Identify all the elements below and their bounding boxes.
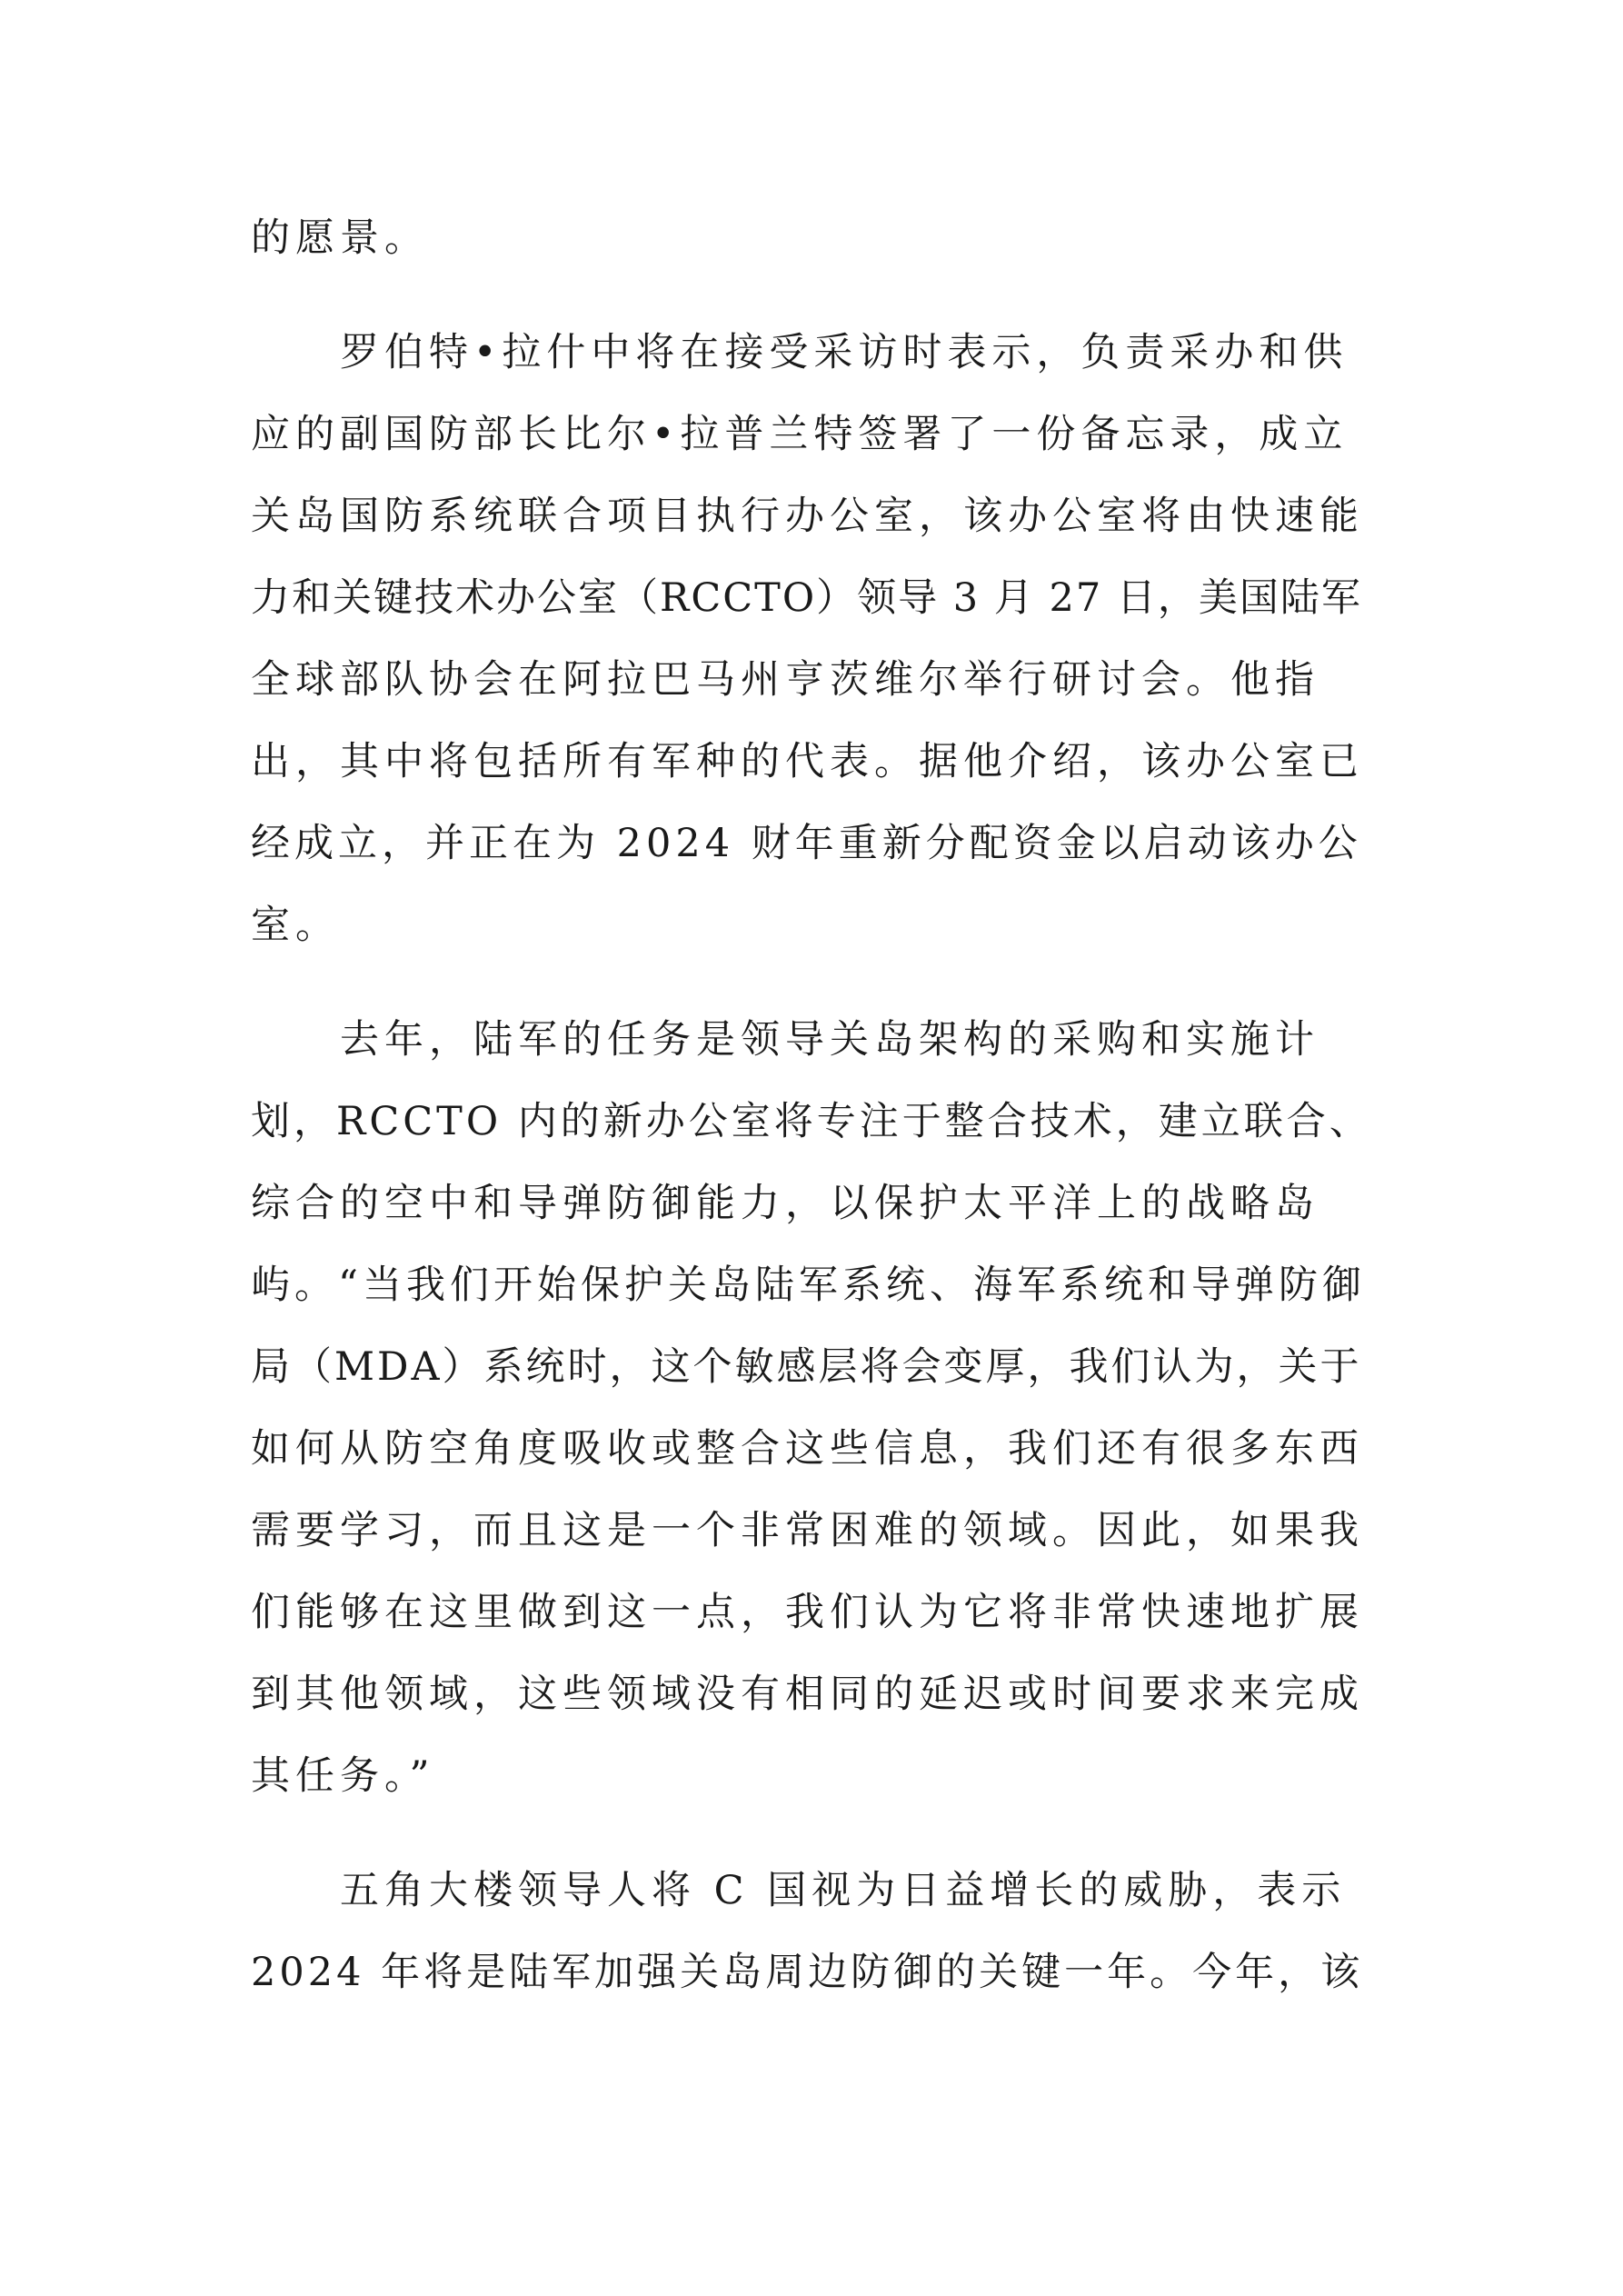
paragraph-first-line: 罗伯特•拉什中将在接受采访时表示，负责采办和供 (340, 330, 1349, 375)
text-line: 到其他领域，这些领域没有相同的延迟或时间要求来完成 (251, 1672, 1364, 1717)
text-line: 需要学习，而且这是一个非常困难的领域。因此，如果我 (251, 1508, 1364, 1553)
paragraph-first-line: 去年，陆军的任务是领导关岛架构的采购和实施计 (340, 1017, 1319, 1063)
text-line: 经成立，并正在为 2024 财年重新分配资金以启动该办公 (251, 821, 1362, 866)
text-line: 出，其中将包括所有军种的代表。据他介绍，该办公室已 (251, 739, 1364, 784)
text-line: 关岛国防系统联合项目执行办公室，该办公室将由快速能 (251, 494, 1364, 539)
text-line: 其任务。” (251, 1753, 435, 1799)
text-line: 2024 年将是陆军加强关岛周边防御的关键一年。今年，该 (251, 1950, 1364, 1995)
text-line: 综合的空中和导弹防御能力，以保护太平洋上的战略岛 (251, 1181, 1319, 1226)
text-line: 们能够在这里做到这一点，我们认为它将非常快速地扩展 (251, 1590, 1364, 1635)
text-line: 应的副国防部长比尔•拉普兰特签署了一份备忘录，成立 (251, 412, 1349, 457)
text-line: 局（MDA）系统时，这个敏感层将会变厚，我们认为，关于 (251, 1344, 1362, 1390)
paragraph-first-line: 五角大楼领导人将 C 国视为日益增长的威胁，表示 (340, 1868, 1347, 1913)
text-line: 如何从防空角度吸收或整合这些信息，我们还有很多东西 (251, 1426, 1364, 1472)
text-line: 全球部队协会在阿拉巴马州亨茨维尔举行研讨会。他指 (251, 657, 1319, 703)
text-line: 室。 (251, 903, 340, 948)
text-line: 划，RCCTO 内的新办公室将专注于整合技术，建立联合、 (251, 1099, 1372, 1144)
text-line: 屿。“当我们开始保护关岛陆军系统、海军系统和导弹防御 (251, 1263, 1366, 1308)
text-line: 力和关键技术办公室（RCCTO）领导 3 月 27 日，美国陆军 (251, 575, 1362, 621)
text-line: 的愿景。 (251, 215, 429, 261)
